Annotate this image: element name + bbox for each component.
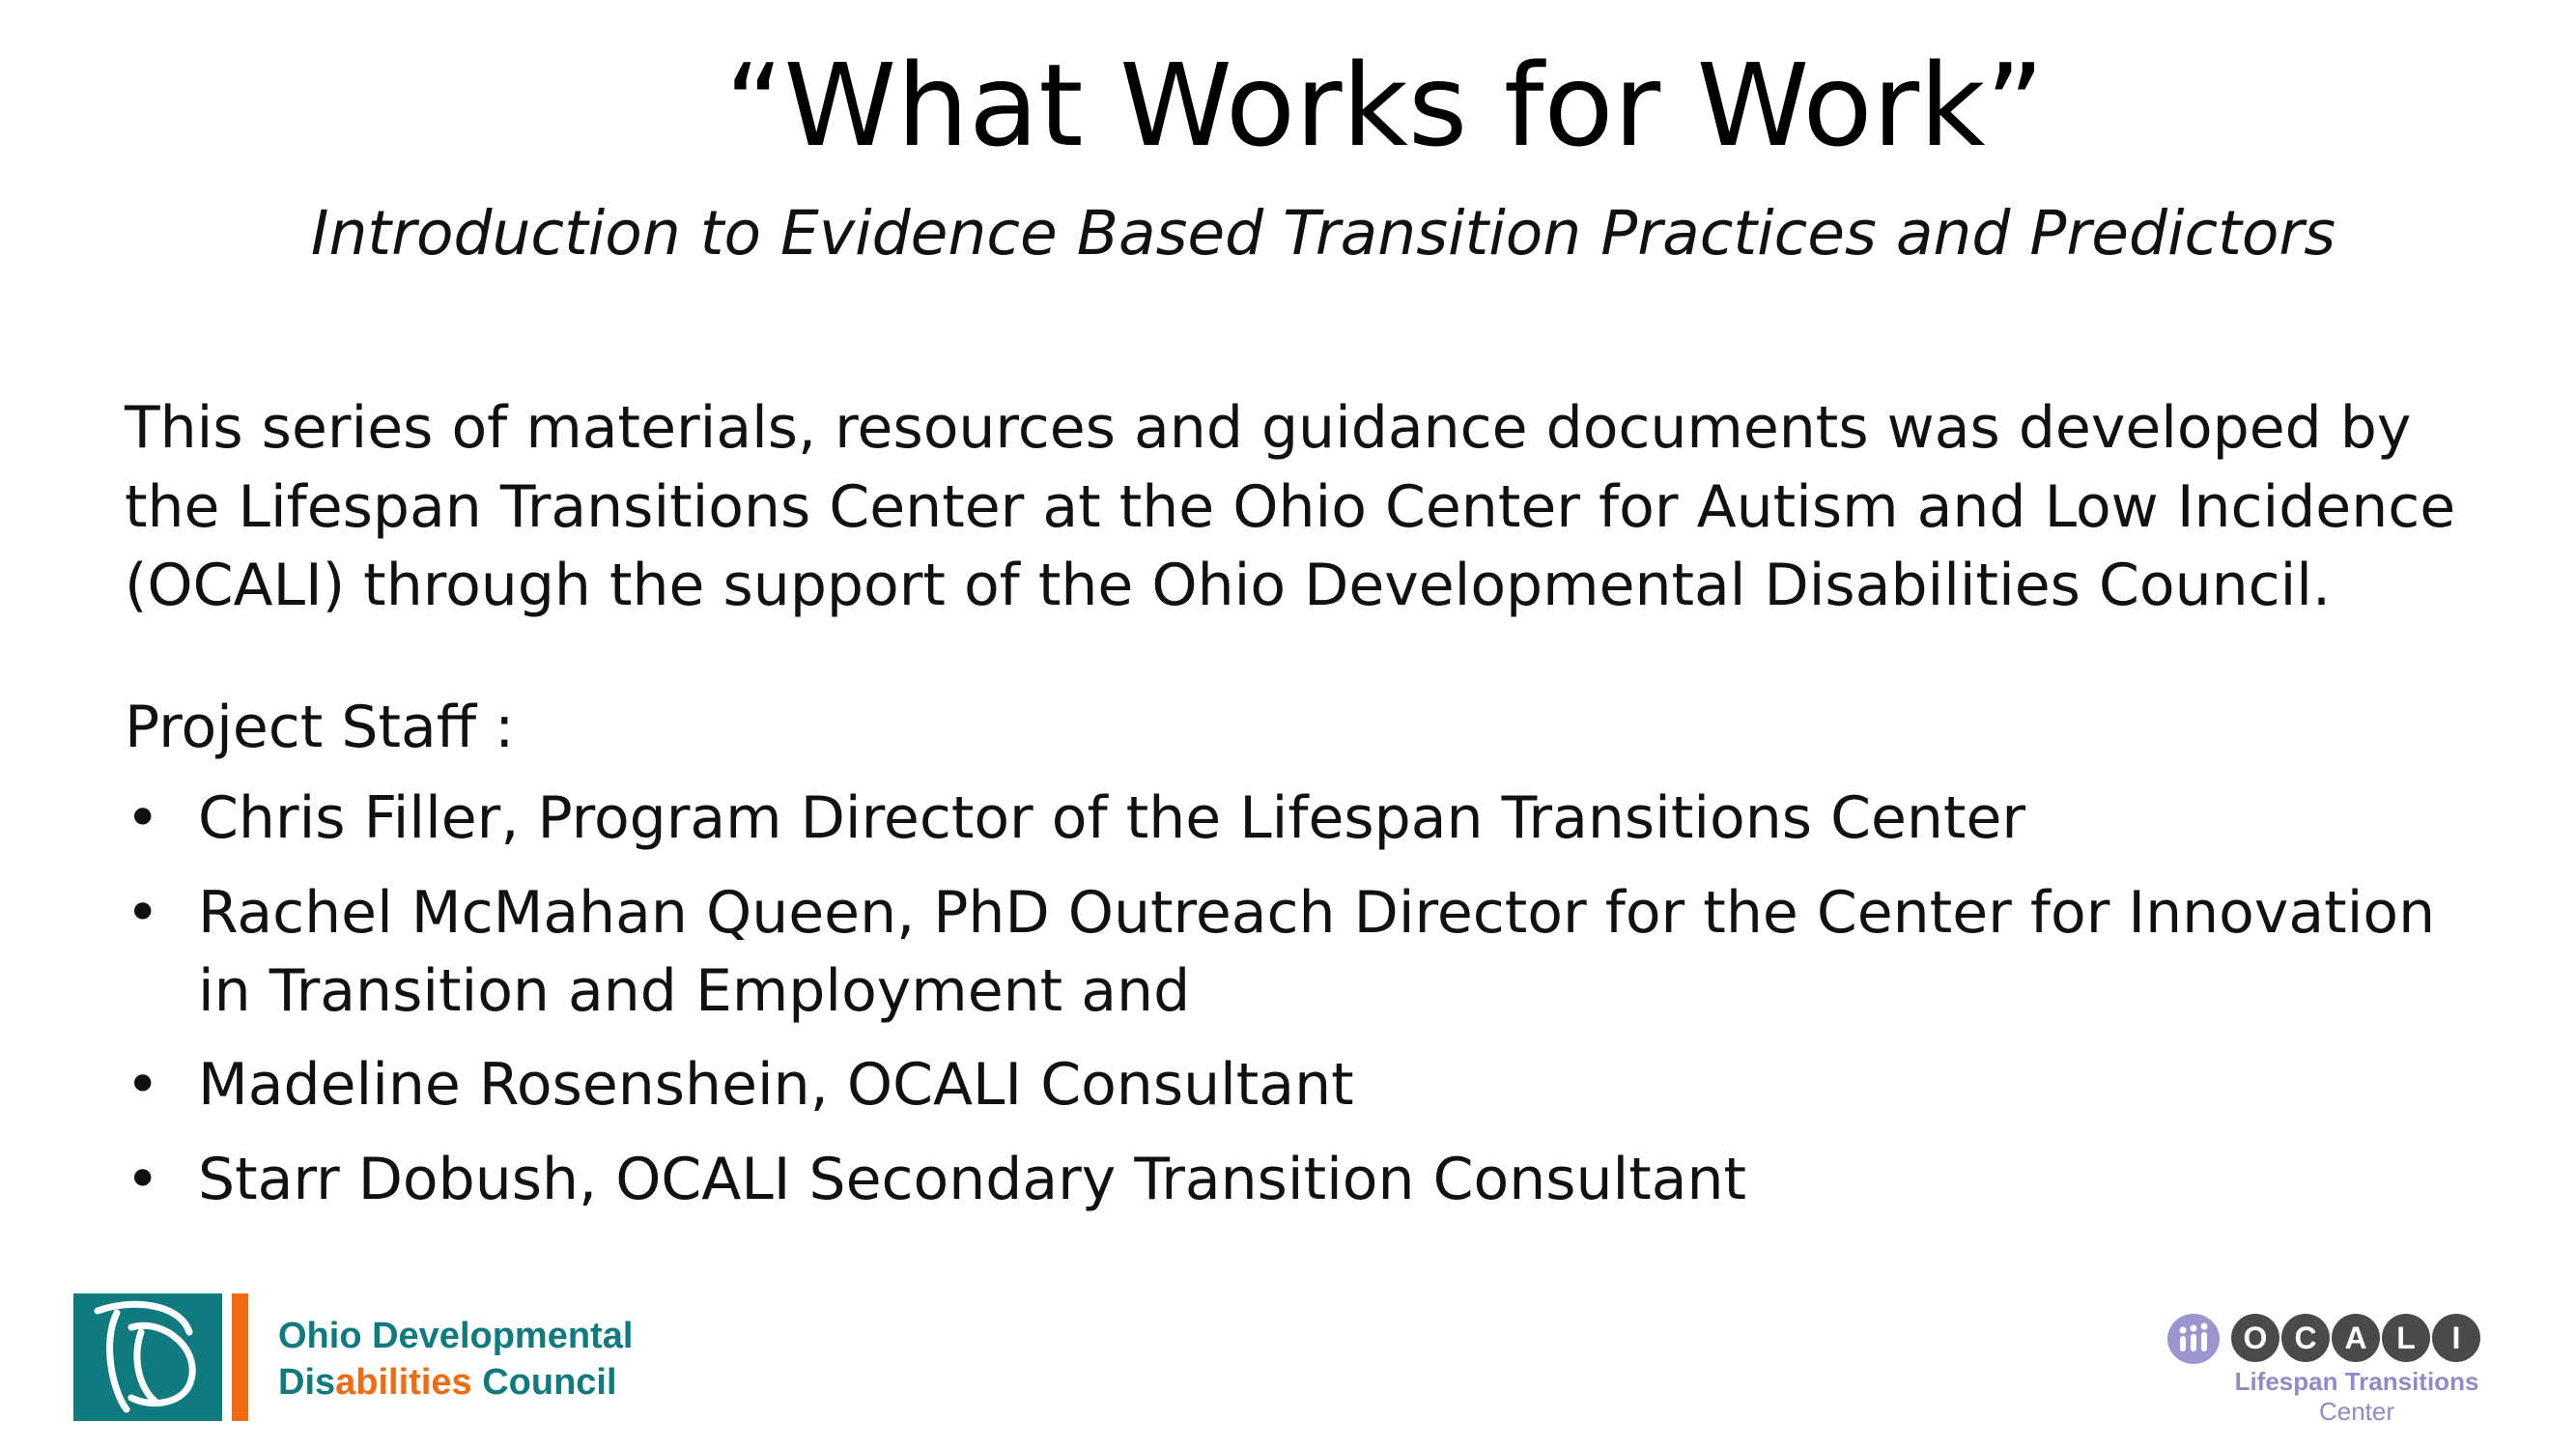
bullet-icon: • xyxy=(126,1051,160,1119)
intro-line: This series of materials, resources and guidance documents was developed by xyxy=(125,394,2412,462)
staff-item: Chris Filler, Program Director of the Lifespan Transitions Center xyxy=(198,784,2026,852)
ocali-logo-text: Center xyxy=(2318,1397,2395,1426)
staff-item: Starr Dobush, OCALI Secondary Transition Consultant xyxy=(198,1146,1747,1213)
ocali-letter: C xyxy=(2281,1314,2330,1362)
ocali-people-icon xyxy=(2167,1314,2220,1364)
ocali-letter: A xyxy=(2332,1314,2380,1362)
bullet-icon: • xyxy=(126,1146,160,1213)
slide-subtitle: Introduction to Evidence Based Transition Practices and Predictors xyxy=(310,198,2336,269)
oddc-logo-text: Disabilities Council xyxy=(278,1362,617,1403)
intro-line: the Lifespan Transitions Center at the Ohio Center for Autism and Low Incidence xyxy=(125,473,2456,541)
bullet-icon: • xyxy=(126,784,160,852)
staff-heading: Project Staff : xyxy=(125,694,515,761)
oddc-logo-text: Ohio Developmental xyxy=(278,1316,634,1356)
ocali-letter: L xyxy=(2382,1314,2430,1362)
intro-line: (OCALI) through the support of the Ohio Developmental Disabilities Council. xyxy=(125,552,2332,619)
bullet-icon: • xyxy=(126,879,160,947)
oddc-logo-bar xyxy=(232,1293,248,1421)
oddc-logo-mark xyxy=(73,1293,222,1421)
slide-title: “What Works for Work” xyxy=(724,39,2045,172)
ocali-logo-text: Lifespan Transitions xyxy=(2234,1367,2479,1396)
staff-item: Madeline Rosenshein, OCALI Consultant xyxy=(198,1051,1354,1119)
staff-item-continued: in Transition and Employment and xyxy=(198,957,1191,1025)
staff-item: Rachel McMahan Queen, PhD Outreach Director for the Center for Innovation xyxy=(198,879,2436,947)
ocali-letter: I xyxy=(2432,1314,2480,1362)
ocali-letter: O xyxy=(2231,1314,2279,1362)
